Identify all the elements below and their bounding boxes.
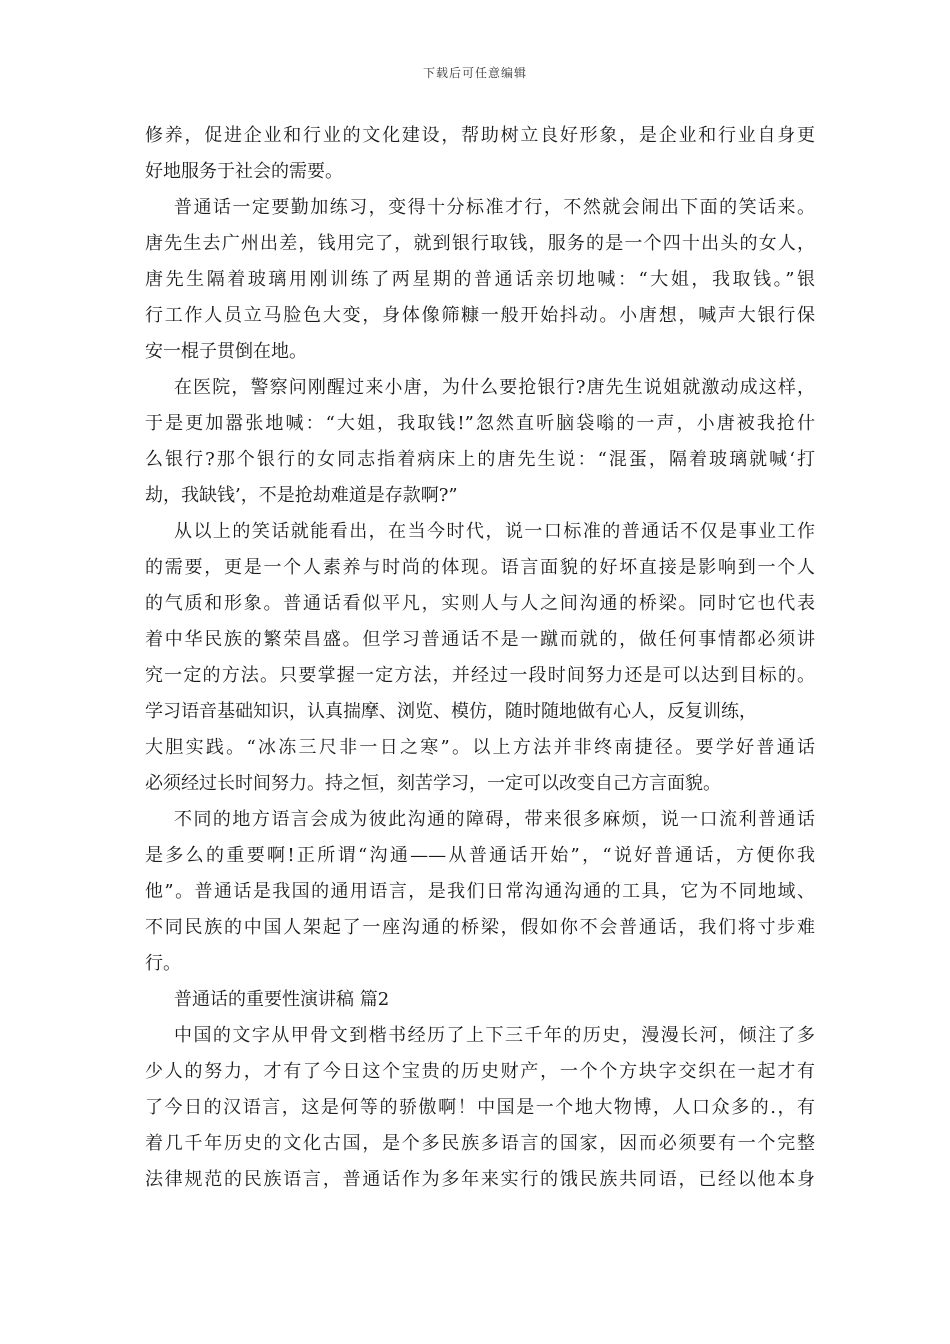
text-line: 劫，我缺钱’，不是抢劫难道是存款啊?” [145, 485, 458, 506]
text-line: 必须经过长时间努力。持之恒，刻苦学习，一定可以改变自己方言面貌。 [145, 773, 721, 794]
text-line: 是多么的重要啊!正所谓“沟通——从普通话开始”，“说好普通话，方便你我 [145, 845, 815, 866]
text-line: 不同民族的中国人架起了一座沟通的桥梁，假如你不会普通话，我们将寸步难 [145, 917, 815, 938]
text-line: 修养，促进企业和行业的文化建设，帮助树立良好形象，是企业和行业自身更 [145, 125, 815, 146]
paragraph-first-line: 从以上的笑话就能看出，在当今时代，说一口标准的普通话不仅是事业工作 [174, 521, 815, 542]
paragraph-first-line: 普通话的重要性演讲稿 篇2 [174, 989, 390, 1010]
text-line: 唐先生去广州出差，钱用完了，就到银行取钱，服务的是一个四十出头的女人， [145, 233, 815, 254]
text-line: 着几千年历史的文化古国，是个多民族多语言的国家，因而必须要有一个完整 [145, 1133, 815, 1154]
text-line: 究一定的方法。只要掌握一定方法，并经过一段时间努力还是可以达到目标的。 [145, 665, 815, 686]
text-line: 他”。普通话是我国的通用语言，是我们日常沟通沟通的工具，它为不同地域、 [145, 881, 815, 902]
text-line: 的需要，更是一个人素养与时尚的体现。语言面貌的好坏直接是影响到一个人 [145, 557, 815, 578]
text-line: 行工作人员立马脸色大变，身体像筛糠一般开始抖动。小唐想，喊声大银行保 [145, 305, 815, 326]
page-header: 下载后可任意编辑 [422, 66, 527, 80]
text-line: 好地服务于社会的需要。 [145, 161, 343, 182]
document-body [145, 118, 815, 1198]
text-line: 少人的努力，才有了今日这个宝贵的历史财产，一个个方块字交织在一起才有 [145, 1061, 815, 1082]
text-line: 安一棍子贯倒在地。 [145, 341, 307, 362]
text-line: 于是更加嚣张地喊：“大姐，我取钱!”忽然直听脑袋嗡的一声，小唐被我抢什 [145, 413, 815, 434]
text-line: 么银行?那个银行的女同志指着病床上的唐先生说：“混蛋，隔着玻璃就喊‘打 [145, 449, 815, 470]
text-line: 唐先生隔着玻璃用刚训练了两星期的普通话亲切地喊：“大姐，我取钱。”银 [145, 269, 815, 290]
paragraph-first-line: 中国的文字从甲骨文到楷书经历了上下三千年的历史，漫漫长河，倾注了多 [174, 1025, 815, 1046]
text-line: 大胆实践。“冰冻三尺非一日之寒”。以上方法并非终南捷径。要学好普通话 [145, 737, 815, 758]
text-line: 行。 [145, 953, 181, 974]
text-line: 了今日的汉语言，这是何等的骄傲啊！中国是一个地大物博，人口众多的.，有 [145, 1097, 815, 1118]
text-line: 学习语音基础知识，认真揣摩、浏览、模仿，随时随地做有心人，反复训练， [145, 701, 757, 722]
paragraph-first-line: 不同的地方语言会成为彼此沟通的障碍，带来很多麻烦，说一口流利普通话 [174, 809, 815, 830]
text-line: 法律规范的民族语言，普通话作为多年来实行的饿民族共同语，已经以他本身 [145, 1169, 815, 1190]
paragraph-first-line: 在医院，警察问刚醒过来小唐，为什么要抢银行?唐先生说姐就激动成这样， [174, 377, 815, 398]
paragraph-first-line: 普通话一定要勤加练习，变得十分标准才行，不然就会闹出下面的笑话来。 [174, 197, 815, 218]
text-line: 着中华民族的繁荣昌盛。但学习普通话不是一蹴而就的，做任何事情都必须讲 [145, 629, 815, 650]
text-line: 的气质和形象。普通话看似平凡，实则人与人之间沟通的桥梁。同时它也代表 [145, 593, 815, 614]
